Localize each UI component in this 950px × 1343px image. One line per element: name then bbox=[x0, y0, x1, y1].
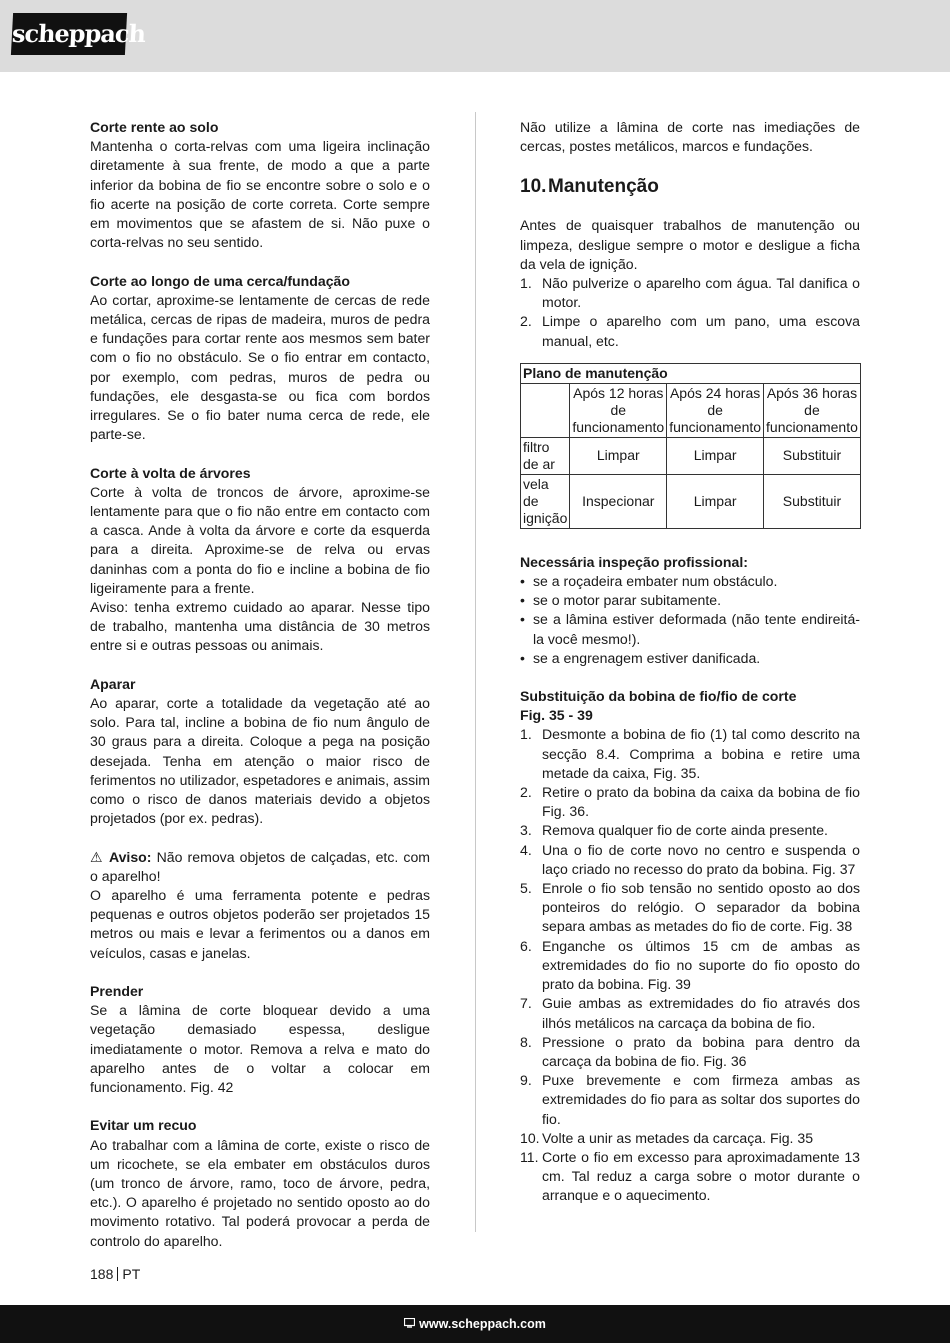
section-heading: Corte ao longo de uma cerca/fundação bbox=[90, 272, 351, 289]
language-code: PT bbox=[122, 1266, 141, 1282]
spool-figures: Fig. 35 - 39 bbox=[520, 707, 593, 724]
section-warning-text: Aviso: tenha extremo cuidado ao aparar. Nesse tipo de trabalho, mantenha uma distância de 30 metros entre si e outras pessoas ou animais. bbox=[90, 599, 430, 654]
list-item: • se a lâmina estiver deformada (não tente endireitá-la você mesmo!). bbox=[520, 610, 860, 648]
section-heading: Corte rente ao solo bbox=[90, 119, 219, 135]
list-item bbox=[520, 1148, 860, 1206]
page-footer bbox=[90, 1266, 140, 1282]
spool-heading: Substituição da bobina de fio/fio de corte bbox=[520, 688, 797, 705]
header-bar bbox=[0, 0, 950, 72]
item-number: 10. bbox=[520, 1129, 540, 1146]
section-heading: Evitar um recuo bbox=[90, 1117, 197, 1134]
footer-separator bbox=[117, 1267, 118, 1281]
item-text: Volte a unir as metades da carcaça. Fig. 35 bbox=[542, 1129, 814, 1146]
monitor-icon bbox=[404, 1305, 415, 1343]
item-number: 5. bbox=[520, 880, 532, 897]
section-text: O aparelho é uma ferramenta potente e pedras pequenas e outros objetos poderão ser projetados 15 metros ou mais e levar a ferimentos ou a danos em veículos, casas e janelas. bbox=[90, 887, 430, 961]
list-item bbox=[520, 879, 860, 937]
list-item: • se o motor parar subitamente. bbox=[520, 591, 860, 610]
table-cell: Substituir bbox=[764, 437, 861, 474]
item-text: Guie ambas as extremidades do fio através dos ilhós metálicos na carcaça da bobina de fio. bbox=[542, 995, 860, 1031]
section-text: Se a lâmina de corte bloquear devido a uma vegetação demasiado espessa, desligue imediatamente o motor. Remova a relva e mato do aparelho antes de o voltar a colocar em funcionamento. Fig. 42 bbox=[90, 1002, 430, 1096]
table-cell: Limpar bbox=[570, 437, 667, 474]
inspection-list bbox=[520, 572, 860, 668]
table-header-cell: Após 12 horas de funcionamento bbox=[570, 383, 667, 437]
item-text: Corte o fio em excesso para aproximadamente 13 cm. Tal reduz a carga sobre o motor durante o arranque e o aquecimento. bbox=[542, 1148, 860, 1204]
section-heading: Corte à volta de árvores bbox=[90, 464, 251, 481]
logo-text: scheppach bbox=[11, 19, 146, 48]
section-number: 10. bbox=[520, 176, 547, 198]
intro-text: Não utilize a lâmina de corte nas imediações de cercas, postes metálicos, marcos e fundações. bbox=[520, 119, 860, 155]
list-item bbox=[520, 937, 860, 995]
section-text: Ao aparar, corte a totalidade da vegetação até ao solo. Para tal, incline a bobina de fio num ângulo de 30 graus para a direita. Coloque a pega na posição desejada. Tenha em atenção o maior risco de ferimentos no utilizador, espetadores e animais, assim como o risco de danos materiais devido a objetos projetados (por ex. pedras). bbox=[90, 695, 430, 827]
item-number: 2. bbox=[520, 784, 532, 801]
item-number: 3. bbox=[520, 822, 532, 839]
brand-logo bbox=[11, 13, 146, 55]
maintenance-table bbox=[520, 363, 861, 529]
section-corte-cerca bbox=[90, 272, 430, 445]
item-number: 1. bbox=[520, 726, 532, 743]
column-divider bbox=[475, 112, 476, 1232]
list-item bbox=[520, 1071, 860, 1129]
list-item bbox=[520, 1129, 860, 1148]
table-header-cell bbox=[521, 383, 570, 437]
list-item bbox=[520, 994, 860, 1032]
maintenance-steps bbox=[520, 274, 860, 351]
table-cell: Inspecionar bbox=[570, 474, 667, 528]
list-item bbox=[520, 274, 860, 312]
section-heading: Aparar bbox=[90, 675, 136, 692]
list-item: • se a roçadeira embater num obstáculo. bbox=[520, 572, 860, 591]
maintenance-intro: Antes de quaisquer trabalhos de manutenção ou limpeza, desligue sempre o motor e desligue a ficha da vela de ignição. bbox=[520, 217, 860, 272]
table-header-row bbox=[521, 383, 861, 437]
table-cell: Substituir bbox=[764, 474, 861, 528]
item-text: Enganche os últimos 15 cm de ambas as extremidades do fio no suporte do fio oposto do prato da bobina. Fig. 39 bbox=[542, 937, 860, 993]
list-item bbox=[520, 1033, 860, 1071]
section-prender bbox=[90, 982, 430, 1097]
section-title: Manutenção bbox=[548, 176, 659, 198]
section-heading: Prender bbox=[90, 983, 144, 1000]
warning-line bbox=[90, 848, 430, 886]
list-item: • se a engrenagem estiver danificada. bbox=[520, 649, 860, 668]
item-text: Retire o prato da bobina da caixa da bobina de fio Fig. 36. bbox=[542, 784, 860, 820]
inspection-heading: Necessária inspeção profissional: bbox=[520, 553, 748, 570]
item-number: 7. bbox=[520, 995, 532, 1012]
warning-icon: ⚠ bbox=[90, 848, 104, 865]
warning-text: Não remova objetos de calçadas, etc. com o aparelho! bbox=[90, 848, 431, 884]
warning-label: Aviso: bbox=[108, 848, 152, 865]
page-number: 188 bbox=[90, 1266, 114, 1282]
table-cell: filtro de ar bbox=[521, 437, 570, 474]
section-aviso bbox=[90, 848, 430, 963]
footer-bar bbox=[0, 1305, 950, 1343]
table-title-row bbox=[521, 363, 861, 383]
table-row bbox=[521, 437, 861, 474]
section-text: Corte à volta de troncos de árvore, aproxime-se lentamente para que o fio não entre em contacto com a casca. Ande à volta da árvore e corte da esquerda para a direita. Aproxime-se de relva ou ervas daninhas com a ponta do fio e incline a bobina de fio ligeiramente para a frente. bbox=[90, 483, 430, 596]
section-recuo bbox=[90, 1116, 430, 1250]
section-corte-rente bbox=[90, 118, 430, 252]
item-text: Desmonte a bobina de fio (1) tal como descrito na secção 8.4. Comprima a bobina e retire uma metade da caixa, Fig. 35. bbox=[542, 726, 860, 781]
section-text: Mantenha o corta-relvas com uma ligeira inclinação diretamente à sua frente, de modo a que a parte inferior da bobina de fio se encontre sobre o solo e o fio acerte na posição de corte correta. Corte sempre em movimentos que se afastem de si. Não puxe o corta-relvas no seu sentido. bbox=[90, 138, 430, 251]
item-text: Puxe brevemente e com firmeza ambas as extremidades do fio para as soltar dos suportes do fio. bbox=[542, 1072, 860, 1127]
left-column bbox=[90, 118, 430, 1270]
table-row bbox=[521, 474, 861, 528]
item-number: 1. bbox=[520, 275, 532, 292]
list-item bbox=[520, 725, 860, 783]
item-text: Não pulverize o aparelho com água. Tal danifica o motor. bbox=[542, 275, 860, 311]
table-cell: Limpar bbox=[667, 474, 764, 528]
section-text: Ao trabalhar com a lâmina de corte, existe o risco de um ricochete, se ela embater em obstáculos duros (um tronco de árvore, ramo, toco de árvore, pedra, etc.). O aparelho é projetado no sentido oposto ao do movimento rotativo. Tal poderá provocar a perda de controlo do aparelho. bbox=[90, 1136, 430, 1249]
item-number: 8. bbox=[520, 1033, 532, 1050]
item-text: Limpe o aparelho com um pano, uma escova manual, etc. bbox=[542, 313, 860, 349]
table-title: Plano de manutenção bbox=[521, 363, 861, 383]
list-item bbox=[520, 312, 860, 350]
item-number: 11. bbox=[520, 1148, 539, 1165]
list-item bbox=[520, 841, 860, 879]
list-item bbox=[520, 821, 860, 840]
item-text: Una o fio de corte novo no centro e suspenda o laço criado no recesso do prato da bobina. Fig. 37 bbox=[542, 841, 860, 877]
list-item bbox=[520, 783, 860, 821]
table-header-cell: Após 24 horas de funcionamento bbox=[667, 383, 764, 437]
item-number: 2. bbox=[520, 313, 532, 330]
section-corte-arvores bbox=[90, 464, 430, 656]
section-text: Ao cortar, aproxime-se lentamente de cercas de rede metálica, cercas de ripas de madeira, muros de pedra e fundações para cortar rente aos mesmos sem bater com o fio no obstáculo. Se o fio entrar em contacto, por exemplo, com pedras, muros de pedra ou fundações, ele desgasta-se ou fica com bordos irregulares. Se o fio bater numa cerca de rede, ele parte-se. bbox=[90, 291, 430, 443]
right-column bbox=[520, 118, 860, 1206]
item-text: Remova qualquer fio de corte ainda presente. bbox=[542, 822, 828, 839]
item-number: 4. bbox=[520, 841, 532, 858]
section-aparar bbox=[90, 675, 430, 829]
item-number: 6. bbox=[520, 937, 532, 954]
website-link[interactable]: www.scheppach.com bbox=[419, 1317, 546, 1331]
table-header-cell: Após 36 horas de funcionamento bbox=[764, 383, 861, 437]
item-text: Enrole o fio sob tensão no sentido oposto ao dos ponteiros do relógio. O separador da bobina separa ambas as metades do fio de corte. Fig. 38 bbox=[542, 880, 860, 935]
item-text: Pressione o prato da bobina para dentro da carcaça da bobina de fio. Fig. 36 bbox=[542, 1033, 860, 1069]
section-title-manutencao bbox=[520, 175, 860, 199]
table-cell: Limpar bbox=[667, 437, 764, 474]
item-number: 9. bbox=[520, 1072, 532, 1089]
table-cell: vela de ignição bbox=[521, 474, 570, 528]
spool-steps bbox=[520, 725, 860, 1205]
